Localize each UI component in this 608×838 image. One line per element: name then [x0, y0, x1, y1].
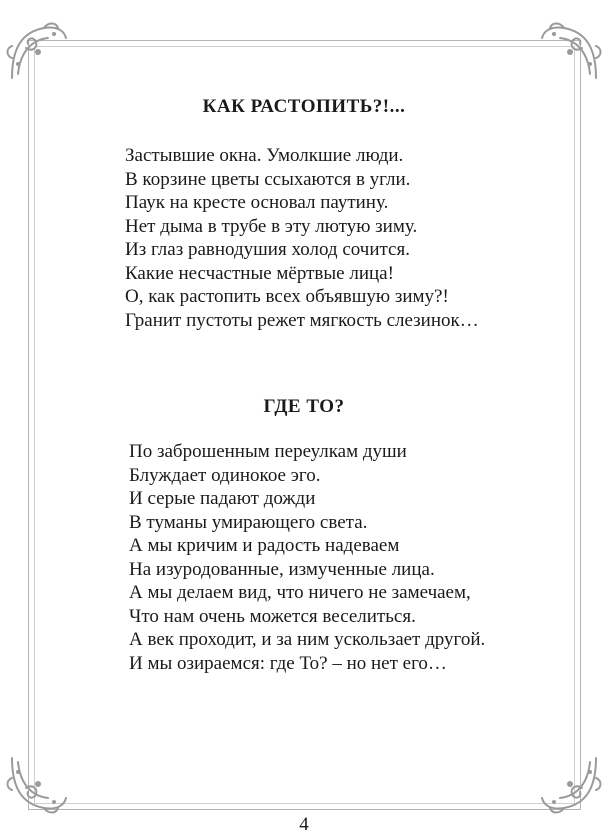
poem-line: Из глаз равнодушия холод сочится. [125, 239, 410, 260]
poem-line: На изуродованные, измученные лица. [129, 558, 435, 580]
poem-title: ГДЕ ТО? [263, 396, 345, 417]
poem-line: И мы озираемся: где То? – но нет его… [129, 652, 447, 674]
poem-body [129, 440, 485, 675]
corner-ornament-bottom-right [538, 752, 604, 818]
page-number: 4 [299, 814, 309, 835]
poem-line: Какие несчастные мёртвые лица! [125, 262, 394, 284]
poem-line: О, как растопить всех объявшую зиму?! [125, 286, 449, 307]
poem-line: Застывшие окна. Умолкшие люди. [125, 145, 404, 166]
corner-ornament-top-left [4, 18, 70, 84]
poem-line: В туманы умирающего света. [129, 511, 368, 533]
corner-ornament-top-right [538, 18, 604, 84]
poem-line: Блуждает одинокое эго. [129, 464, 321, 486]
poem-line: Что нам очень можется веселиться. [129, 605, 416, 627]
poem-title: КАК РАСТОПИТЬ?!... [202, 96, 406, 117]
corner-ornament-bottom-left [4, 752, 70, 818]
poem-body [125, 144, 479, 332]
poem-line: И серые падают дожди [129, 488, 316, 509]
poem-line: В корзине цветы ссыхаются в угли. [125, 168, 411, 190]
poem-line: А мы кричим и радость надеваем [129, 535, 400, 556]
poem-line: Нет дыма в трубе в эту лютую зиму. [125, 215, 418, 237]
poem-line: А век проходит, и за ним ускользает другой. [129, 629, 486, 650]
poem-line: Гранит пустоты режет мягкость слезинок… [125, 309, 479, 331]
poem-line: По заброшенным переулкам души [129, 441, 407, 462]
poem-line: А мы делаем вид, что ничего не замечаем, [129, 582, 471, 603]
poem-line: Паук на кресте основал паутину. [125, 192, 389, 213]
